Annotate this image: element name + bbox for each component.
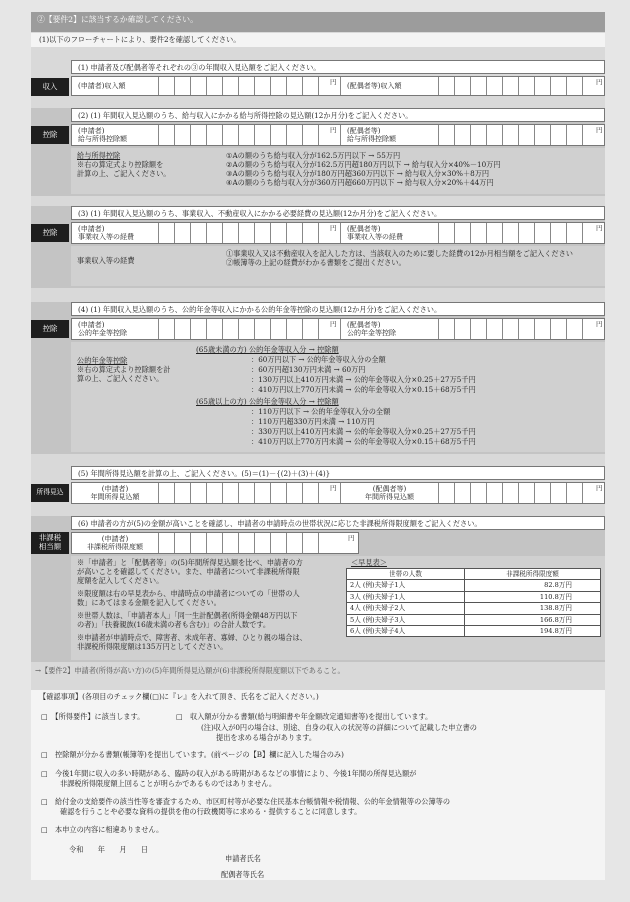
table-cell: 5人 (例)夫婦子3人 [347, 614, 465, 625]
applicant-exempt-input[interactable] [158, 533, 334, 553]
note-text: ※「申請者」と「配偶者等」の(5)年間所得見込額を比べ、申請者の方 [77, 558, 303, 567]
pension-note [71, 342, 605, 452]
check-item-1b [176, 712, 432, 721]
formula: ：410万円以上770万円未満 → 公的年金等収入分×0.15＋68万5千円 [251, 385, 476, 394]
quick-reference-table [346, 568, 601, 637]
table-cell: 3人 (例)夫婦子1人 [347, 591, 465, 602]
table-cell: 166.8万円 [465, 614, 601, 625]
quick-table-title: ＜早見表＞ [351, 558, 387, 567]
check-note: (注)収入が0円の場合は、別途、自身の収入の状況等の詳細について記載した申立書の [201, 723, 477, 732]
table-cell: 138.8万円 [465, 603, 601, 614]
yen-unit: 円 [596, 224, 603, 232]
note-text: ※申請者が申請時点で、障害者、未成年者、寡婦、ひとり親の場合は、 [77, 633, 307, 642]
table-row [347, 603, 601, 614]
spouse-name-label: 配偶者等氏名 [221, 870, 265, 879]
income-row [71, 76, 605, 96]
note-text: 算の上、ご記入ください。 [77, 374, 164, 383]
date-field[interactable]: 令和 年 月 日 [69, 845, 149, 854]
table-cell: 82.8万円 [465, 580, 601, 591]
note-text: ②帳簿等の上記の経費がわかる書類をご提出ください。 [226, 258, 406, 267]
checkbox[interactable]: □ [41, 797, 48, 806]
check-note: 非課税所得限度額上回ることが明らかであるものではありません。 [60, 779, 277, 788]
applicant-estimate-label: (申請者) 年間所得見込額 [90, 484, 140, 501]
section-subtitle: (1)以下のフローチャートにより、要件2を確認してください。 [31, 33, 605, 47]
note-text: ※限度額は右の早見表から、申請時点の申請者についての「世帯の人 [77, 589, 300, 598]
salary-deduction-section [31, 108, 605, 196]
applicant-income-label: (申請者)収入額 [78, 81, 126, 90]
pension-title: (4) (1) 年間収入見込額のうち、公的年金等収入にかかる公的年金等控除の見込額(12か月分)をご記入ください。 [71, 302, 605, 316]
yen-unit: 円 [348, 534, 355, 542]
estimate-row [71, 482, 605, 504]
form-page [31, 12, 605, 880]
check-item-4 [41, 797, 450, 806]
check-label: 今後1年間に収入の多い時期がある、臨時の収入がある時期があるなどの事情により、今後1年間の所得見込額が [55, 769, 417, 778]
applicant-pension-input[interactable] [158, 319, 334, 339]
pension-deduction-section [31, 302, 605, 454]
applicant-estimate-input[interactable] [158, 483, 334, 503]
estimate-tag: 所得見込 [31, 484, 69, 502]
table-cell: 194.8万円 [465, 625, 601, 636]
check-label: 本申立の内容に相違ありません。 [55, 825, 164, 834]
formula: ：110万円以下 → 公的年金等収入分の全額 [251, 407, 391, 416]
over65-heading: (65歳以上の方) 公的年金等収入分 → 控除額 [196, 397, 339, 406]
salary-note [71, 148, 605, 194]
applicant-business-label: (申請者) 事業収入等の経費 [78, 224, 134, 241]
business-title: (3) (1) 年間収入見込額のうち、事業収入、不動産収入にかかる必要経費の見込額(12か月分)をご記入ください。 [71, 206, 605, 220]
spouse-business-input[interactable] [438, 223, 598, 243]
yen-unit: 円 [330, 78, 337, 86]
business-note [71, 246, 605, 286]
checkbox[interactable]: □ [41, 750, 48, 759]
spouse-estimate-input[interactable] [438, 483, 598, 503]
pension-row [71, 318, 605, 340]
applicant-exempt-label: (申請者) 非課税所得限度額 [87, 534, 143, 551]
income-section [31, 60, 605, 100]
deduction-tag: 控除 [31, 224, 69, 242]
formula: ①Aの額のうち給与収入分が162.5万円以下 → 55万円 [226, 151, 401, 160]
formula: ：60万円以下 → 公的年金等収入分の全額 [251, 355, 386, 364]
formula: ：130万円以上410万円未満 → 公的年金等収入分×0.25＋27万5千円 [251, 375, 476, 384]
spouse-salary-input[interactable] [438, 125, 598, 145]
applicant-pension-label: (申請者) 公的年金等控除 [78, 320, 127, 337]
checkbox[interactable]: □ [41, 825, 48, 834]
yen-unit: 円 [330, 320, 337, 328]
tax-exempt-section [31, 516, 605, 662]
spouse-business-label: (配偶者等) 事業収入等の経費 [340, 223, 438, 243]
note-title: 給与所得控除 [77, 151, 121, 160]
requirement-2-note: →【要件2】申請者(所得が高い方)の(5)年間所得見込額が(6)非課税所得限度額以下であること。 [35, 666, 345, 675]
spouse-pension-input[interactable] [438, 319, 598, 339]
note-text: 度額を記入してください。 [77, 576, 164, 585]
deduction-tag: 控除 [31, 126, 69, 144]
note-title: 公的年金等控除 [77, 356, 128, 365]
exempt-note [71, 556, 605, 660]
formula: ④Aの額のうち給与収入分が360万円超660万円以下 → 給与収入分×20%＋44万円 [226, 178, 494, 187]
yen-unit: 円 [330, 224, 337, 232]
check-note: 確認を行うことや必要な資料の提供を他の行政機関等に求める・提供することに同意します。 [60, 807, 362, 816]
note-text: 計算の上、ご記入ください。 [77, 169, 171, 178]
checkbox[interactable]: □ [176, 712, 183, 721]
income-estimate-section [31, 466, 605, 506]
note-text: の者)」「扶養親族(16歳未満の者も含む)」の合計人数です。 [77, 620, 271, 629]
salary-title: (2) (1) 年間収入見込額のうち、給与収入にかかる給与所得控除の見込額(12か月分)をご記入ください。 [71, 108, 605, 122]
spouse-income-label: (配偶者等)収入額 [340, 77, 438, 95]
applicant-salary-input[interactable] [158, 125, 334, 145]
applicant-name-label: 申請者氏名 [225, 854, 261, 863]
note-text: ※右の算定式より控除額を [77, 160, 164, 169]
check-item-3 [41, 769, 416, 778]
table-cell: 110.8万円 [465, 591, 601, 602]
section-header: ②【要件2】に該当するか確認してください。 [31, 12, 605, 32]
confirmation-section [31, 690, 605, 880]
under65-heading: (65歳未満の方) 公的年金等収入分 → 控除額 [196, 345, 339, 354]
formula: ③Aの額のうち給与収入分が180万円超360万円以下 → 給与収入分×30%＋8万円 [226, 169, 490, 178]
table-row [347, 614, 601, 625]
formula: ：410万円以上770万円未満 → 公的年金等収入分×0.15＋68万5千円 [251, 437, 476, 446]
table-header: 世帯の人数 [347, 569, 465, 580]
table-row [347, 625, 601, 636]
exempt-row [71, 532, 359, 554]
estimate-title: (5) 年間所得見込額を計算の上、ご記入ください。(5)＝(1)－{(2)＋(3)＋(4)} [71, 466, 605, 480]
deduction-tag: 控除 [31, 320, 69, 338]
yen-unit: 円 [330, 126, 337, 134]
formula: ：330万円以上410万円未満 → 公的年金等収入分×0.25＋27万5千円 [251, 427, 476, 436]
check-item-5 [41, 825, 163, 834]
table-header-row [347, 569, 601, 580]
table-header: 非課税所得限度額 [465, 569, 601, 580]
check-label: 給付金の支給要件の該当性等を審査するため、市区町村等が必要な住民基本台帳情報や税情報、公的年金情報等の公簿等の [55, 797, 451, 806]
spouse-salary-label: (配偶者等) 給与所得控除額 [340, 125, 438, 145]
applicant-income-input[interactable] [158, 77, 334, 95]
table-cell: 4人 (例)夫婦子2人 [347, 603, 465, 614]
note-text: が高いことを確認してください。また、申請者について非課税所得限 [77, 567, 300, 576]
checkbox[interactable]: □ [41, 712, 48, 721]
note-text: 非課税所得限度額は135万円としてください。 [77, 642, 228, 651]
check-item-2 [41, 750, 344, 759]
business-row [71, 222, 605, 244]
salary-row [71, 124, 605, 146]
table-row [347, 580, 601, 591]
exempt-tag: 非課税 相当額 [31, 532, 69, 554]
checkbox[interactable]: □ [41, 769, 48, 778]
note-title: 事業収入等の経費 [77, 256, 135, 265]
yen-unit: 円 [596, 484, 603, 492]
yen-unit: 円 [596, 320, 603, 328]
exempt-title: (6) 申請者の方が(5)の金額が高いことを確認し、申請者の申請時点の世帯状況に応じた非課税所得限度額をご記入ください。 [71, 516, 605, 530]
note-text: ※右の算定式より控除額を計 [77, 365, 171, 374]
income-title: (1) 申請者及び配偶者等それぞれの③の年間収入見込額をご記入ください。 [71, 60, 605, 74]
note-text: ※世帯人数は、「申請者本人」「同一生計配偶者(所得金額48万円以下 [77, 611, 298, 620]
check-label: 収入額が分かる書類(給与明細書や年金額改定通知書等)を提出しています。 [190, 712, 433, 721]
spouse-estimate-label: (配偶者等) 年間所得見込額 [340, 483, 438, 503]
spouse-pension-label: (配偶者等) 公的年金等控除 [340, 319, 438, 339]
yen-unit: 円 [330, 484, 337, 492]
income-tag: 収入 [31, 78, 69, 96]
applicant-salary-label: (申請者) 給与所得控除額 [78, 126, 127, 143]
applicant-business-input[interactable] [158, 223, 334, 243]
business-expense-section [31, 206, 605, 288]
formula: ：110万円超330万円未満 → 110万円 [251, 417, 375, 426]
spouse-income-input[interactable] [438, 77, 598, 95]
note-text: 数」にあてはまる金額を記入してください。 [77, 598, 221, 607]
check-label: 控除額が分かる書類(帳簿等)を提出しています。(前ページの【B】欄に記入した場合のみ) [55, 750, 344, 759]
confirmation-title: 【確認事項】(各項目のチェック欄(□)に『レ』を入れて頂き、氏名をご記入ください。) [39, 692, 319, 701]
formula: ：60万円超130万円未満 → 60万円 [251, 365, 366, 374]
yen-unit: 円 [596, 78, 603, 86]
check-note: 提出を求める場合があります。 [216, 733, 317, 742]
check-item-1 [41, 712, 144, 721]
formula: ②Aの額のうち給与収入分が162.5万円超180万円以下 → 給与収入分×40%－10万円 [226, 160, 501, 169]
yen-unit: 円 [596, 126, 603, 134]
table-cell: 2人 (例)夫婦子1人 [347, 580, 465, 591]
table-cell: 6人 (例)夫婦子4人 [347, 625, 465, 636]
note-text: ①事業収入又は不動産収入を記入した方は、当該収入のために要した経費の12か月相当額をご記入ください [226, 249, 573, 258]
check-label: 【所得要件】に該当します。 [55, 712, 145, 721]
table-row [347, 591, 601, 602]
